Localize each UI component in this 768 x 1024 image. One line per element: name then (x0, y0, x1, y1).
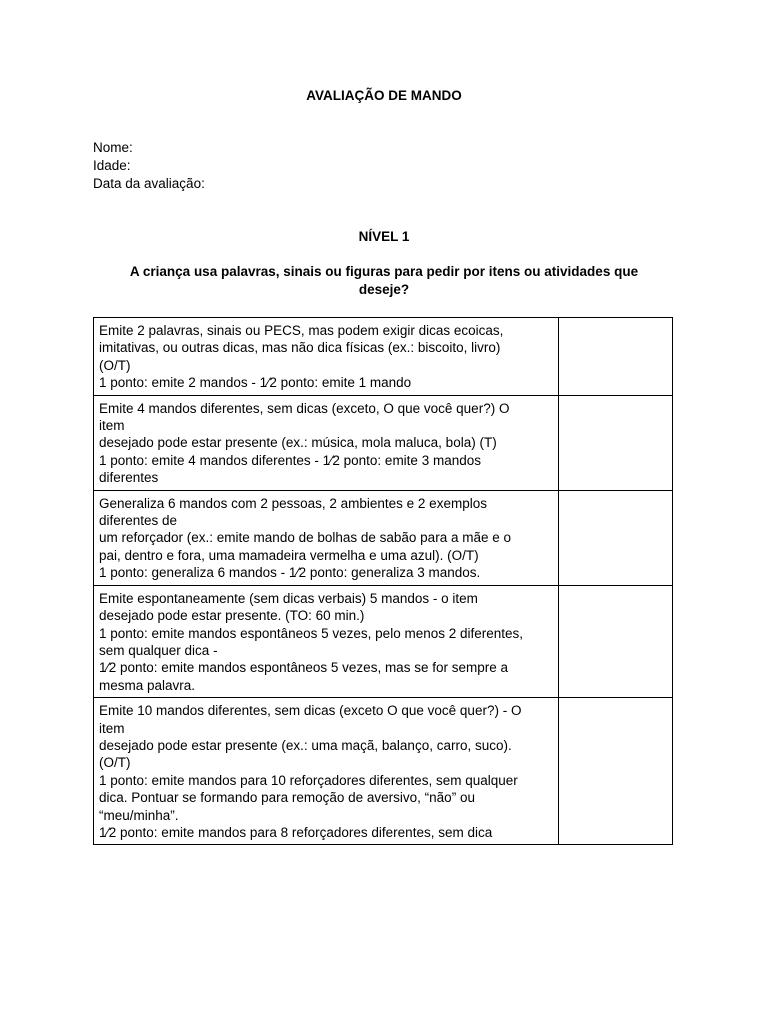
level-heading: NÍVEL 1 (358, 229, 410, 244)
criterion-cell (94, 318, 559, 396)
criterion-line: item (99, 418, 125, 434)
criterion-line: desejado pode estar presente (ex.: música, mola maluca, bola) (T) (99, 435, 497, 451)
criterion-line: 1 ponto: generaliza 6 mandos - 1⁄2 ponto: generaliza 3 mandos. (99, 565, 481, 581)
field-name-label: Nome: (93, 140, 133, 155)
criterion-line: Emite 4 mandos diferentes, sem dicas (exceto, O que você quer?) O (99, 400, 510, 416)
criterion-line: Generaliza 6 mandos com 2 pessoas, 2 ambientes e 2 exemplos (99, 495, 487, 511)
criterion-line: pai, dentro e fora, uma mamadeira vermelha e uma azul). (O/T) (99, 547, 479, 563)
criterion-line: 1 ponto: emite mandos para 10 reforçadores diferentes, sem qualquer (99, 772, 518, 788)
criterion-line: imitativas, ou outras dicas, mas não dica físicas (ex.: biscoito, livro) (99, 340, 501, 356)
table-row (94, 585, 673, 697)
table-row (94, 318, 673, 396)
criterion-line: dica. Pontuar se formando para remoção de aversivo, “não” ou (99, 790, 475, 806)
criterion-cell (94, 490, 559, 585)
identification-fields (93, 139, 205, 193)
table-row (94, 490, 673, 585)
field-date-label: Data da avaliação: (93, 176, 205, 191)
criterion-line: 1 ponto: emite 4 mandos diferentes - 1⁄2 ponto: emite 3 mandos (99, 452, 481, 468)
score-cell[interactable] (559, 585, 673, 697)
criterion-line: 1⁄2 ponto: emite mandos para 8 reforçadores diferentes, sem dica (99, 824, 493, 840)
criterion-line: desejado pode estar presente (ex.: uma maçã, balanço, carro, suco). (99, 737, 512, 753)
table-row (94, 395, 673, 490)
criterion-line: (O/T) (99, 755, 131, 771)
table-row (94, 698, 673, 845)
criterion-line: diferentes (99, 470, 159, 486)
criterion-line: (O/T) (99, 357, 131, 373)
criterion-cell (94, 395, 559, 490)
criterion-line: item (99, 720, 125, 736)
criterion-line: “meu/minha”. (99, 807, 179, 823)
field-age-label: Idade: (93, 158, 131, 173)
criterion-line: Emite 2 palavras, sinais ou PECS, mas podem exigir dicas ecoicas, (99, 323, 504, 338)
score-cell[interactable] (559, 318, 673, 396)
question-line: A criança usa palavras, sinais ou figuras para pedir por itens ou atividades que (129, 264, 639, 279)
criterion-line: sem qualquer dica - (99, 642, 218, 658)
criterion-line: um reforçador (ex.: emite mando de bolhas de sabão para a mãe e o (99, 530, 511, 546)
criterion-line: desejado pode estar presente. (TO: 60 min.) (99, 608, 365, 624)
question-line: deseje? (358, 282, 410, 297)
score-cell[interactable] (559, 698, 673, 845)
level-question (108, 263, 660, 299)
criterion-line: 1 ponto: emite mandos espontâneos 5 vezes, pelo menos 2 diferentes, (99, 625, 524, 641)
criterion-line: Emite 10 mandos diferentes, sem dicas (exceto O que você quer?) - O (99, 703, 522, 719)
criterion-line: diferentes de (99, 513, 178, 529)
criterion-line: Emite espontaneamente (sem dicas verbais) 5 mandos - o item (99, 590, 478, 606)
score-cell[interactable] (559, 490, 673, 585)
assessment-table (93, 317, 673, 845)
criterion-line: 1 ponto: emite 2 mandos - 1⁄2 ponto: emite 1 mando (99, 375, 412, 391)
criterion-cell (94, 585, 559, 697)
document-title: AVALIAÇÃO DE MANDO (306, 88, 462, 103)
score-cell[interactable] (559, 395, 673, 490)
criterion-line: mesma palavra. (99, 677, 196, 693)
criterion-line: 1⁄2 ponto: emite mandos espontâneos 5 vezes, mas se for sempre a (99, 660, 508, 676)
criterion-cell (94, 698, 559, 845)
